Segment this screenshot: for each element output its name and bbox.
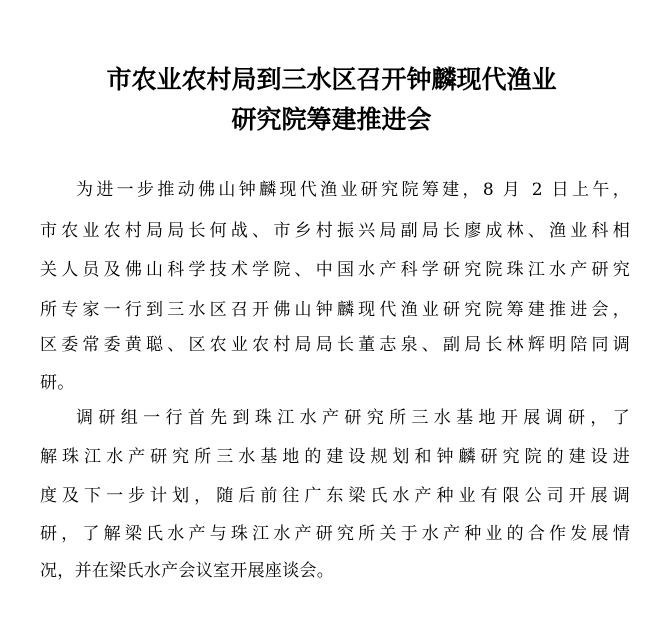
paragraph-2-line: 度及下一步计划，随后前往广东梁氏水产种业有限公司开展调 (40, 486, 630, 506)
article-title-line-2: 研究院筹建推进会 (231, 105, 432, 134)
paragraph-2-line: 解珠江水产研究所三水基地的建设规划和钟麟研究院的建设进 (40, 447, 630, 467)
paragraph-1-line: 为进一步推动佛山钟麟现代渔业研究院筹建，8 月 2 日上午， (76, 180, 630, 200)
paragraph-2-line: 研，了解梁氏水产与珠江水产研究所关于水产种业的合作发展情 (40, 524, 630, 544)
paragraph-1-line: 区委常委黄聪、区农业农村局局长董志泉、副局长林辉明陪同调 (40, 335, 630, 355)
paragraph-1-line: 研。 (40, 373, 75, 393)
paragraph-1-line: 市农业农村局局长何战、市乡村振兴局副局长廖成林、渔业科相 (40, 221, 630, 241)
article-title-line-1: 市农业农村局到三水区召开钟麟现代渔业 (106, 65, 557, 94)
paragraph-2-line: 况，并在梁氏水产会议室开展座谈会。 (40, 561, 335, 581)
paragraph-1-line: 所专家一行到三水区召开佛山钟麟现代渔业研究院筹建推进会， (40, 300, 630, 320)
paragraph-1-line: 关人员及佛山科学技术学院、中国水产科学研究院珠江水产研究 (40, 260, 630, 280)
paragraph-2-line: 调研组一行首先到珠江水产研究所三水基地开展调研，了 (76, 408, 630, 428)
